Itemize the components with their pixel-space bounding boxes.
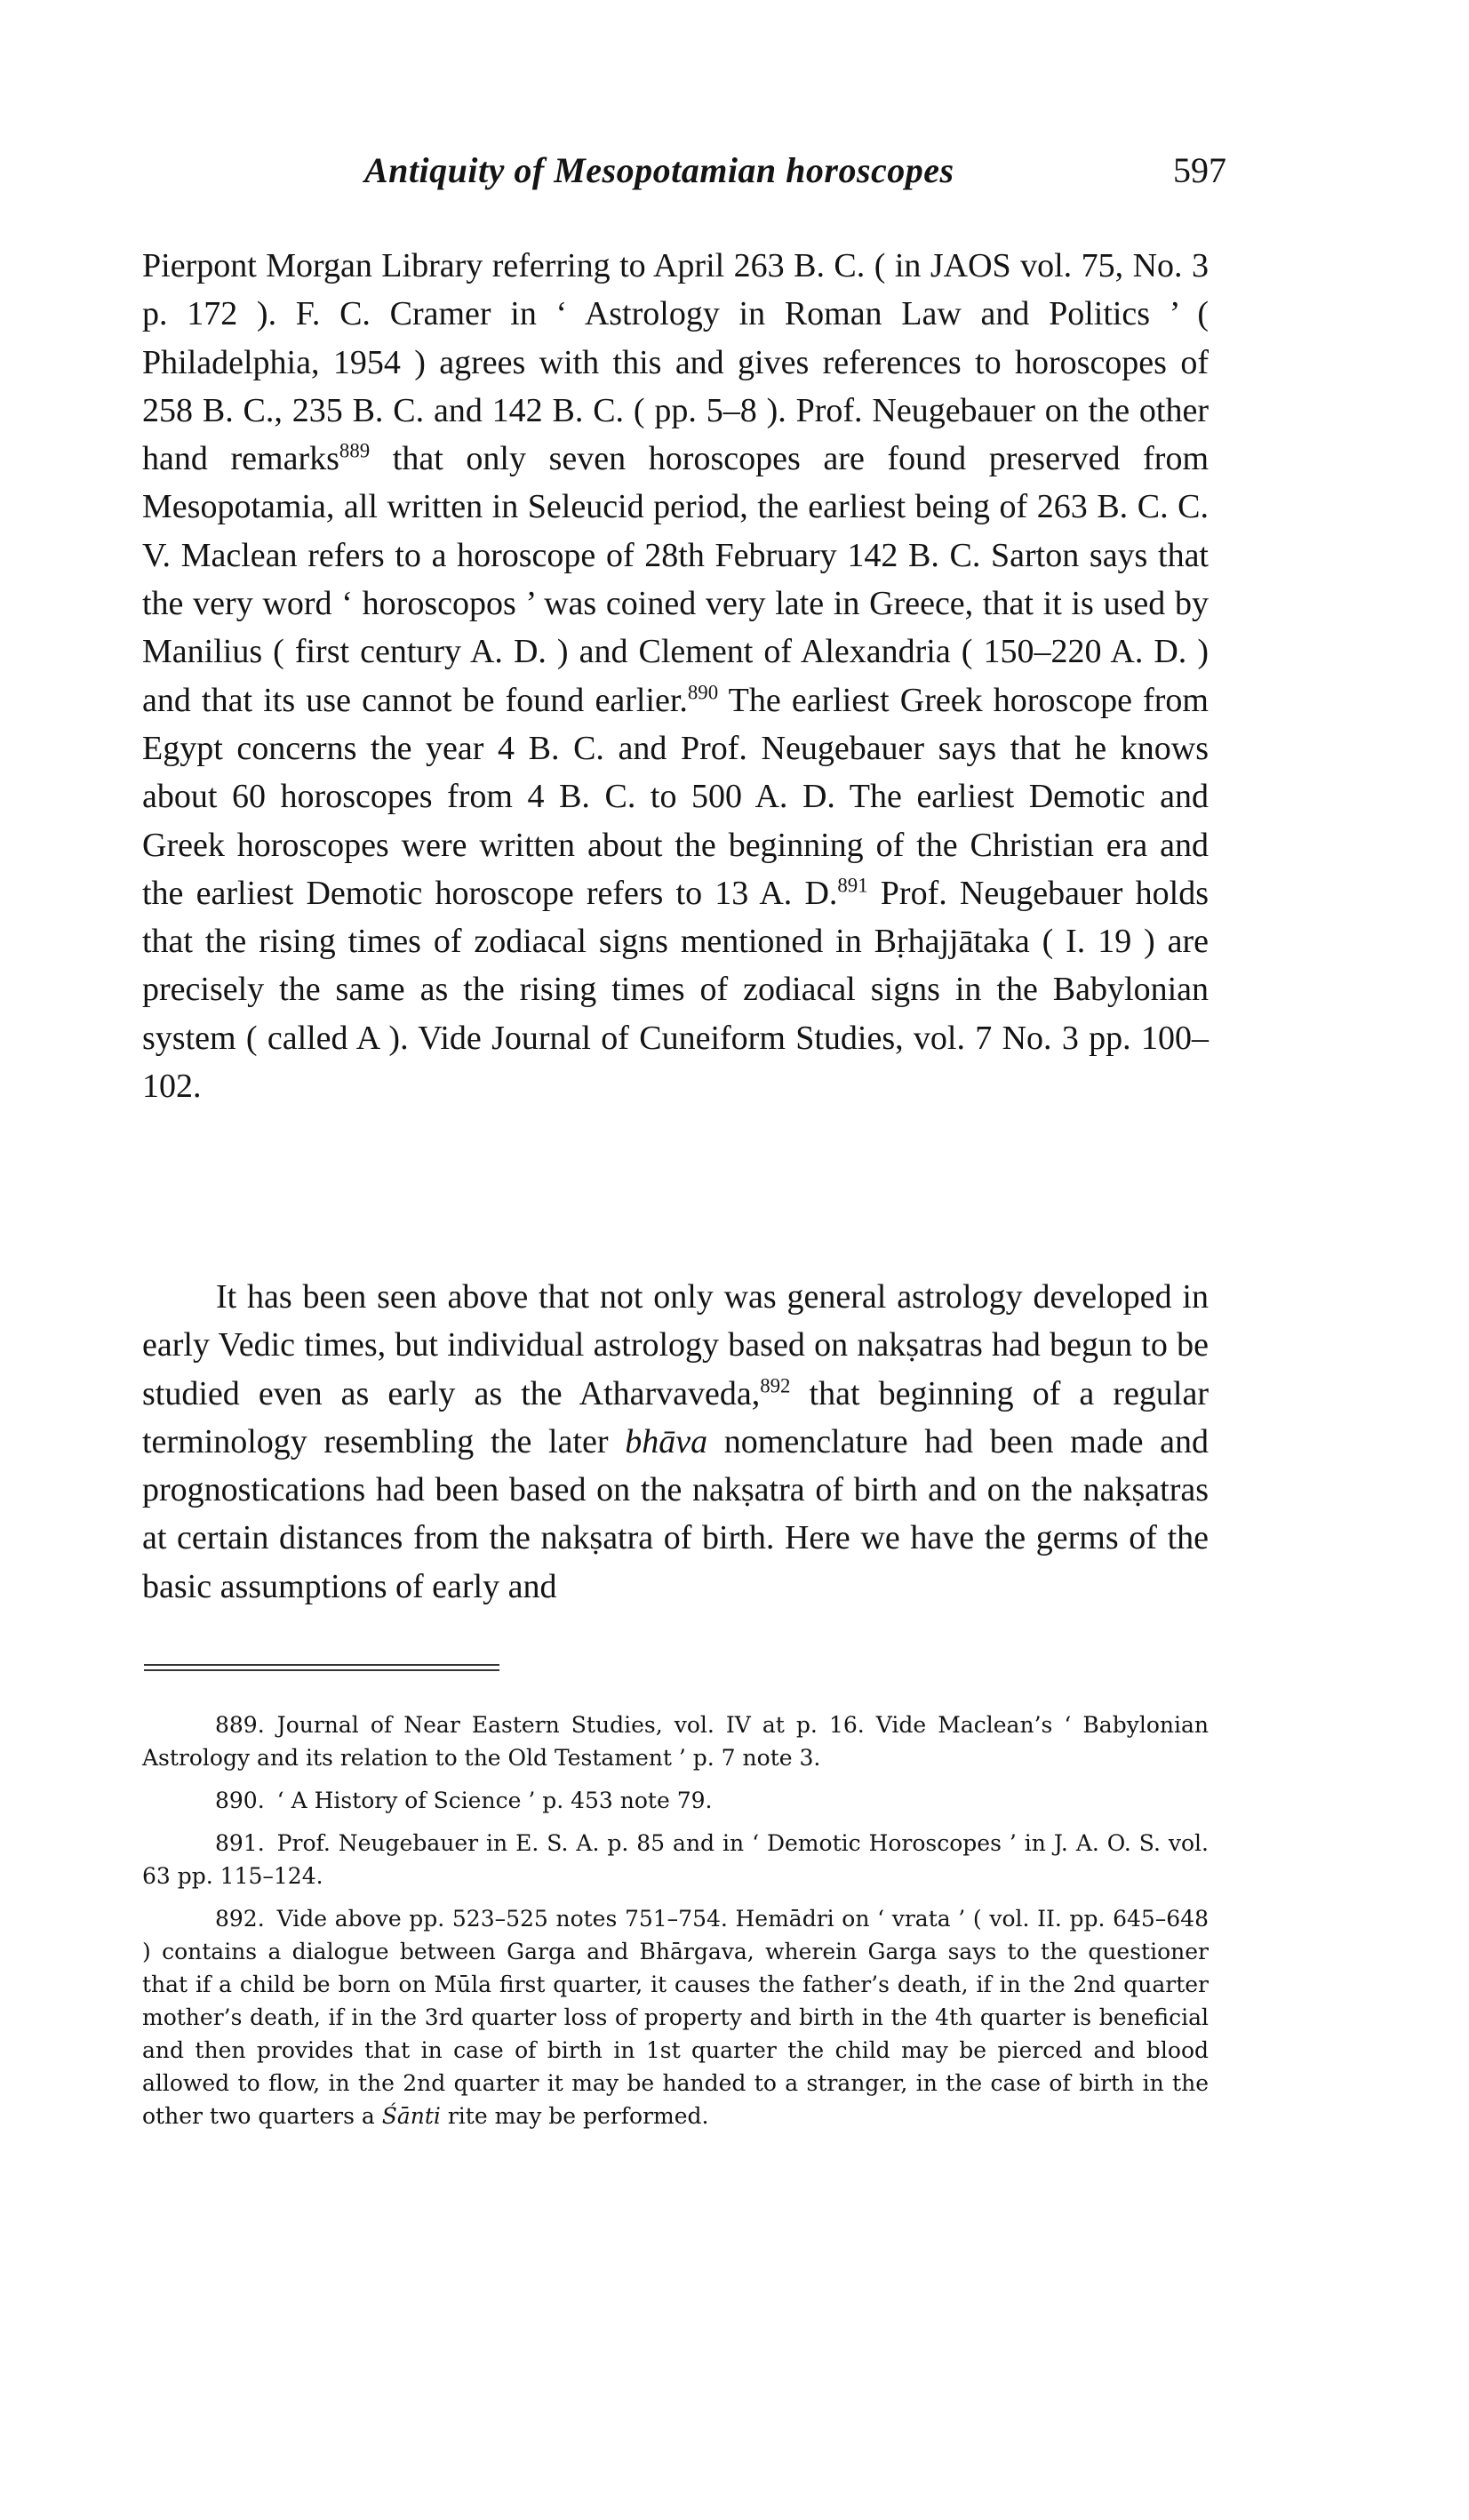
- footnote-889: [142, 1708, 1209, 1774]
- footnote-separator-second: [144, 1669, 499, 1671]
- running-header: [142, 149, 1226, 203]
- paragraph-2: [142, 1273, 1209, 1611]
- footnote-number: 891.: [215, 1830, 265, 1856]
- footnote-ref-889: 889: [339, 439, 371, 462]
- main-text: [142, 242, 1209, 1110]
- footnote-text: ‘ A History of Science ’ p. 453 note 79.: [276, 1788, 713, 1813]
- santi-term: Śānti: [381, 2103, 441, 2129]
- running-title: Antiquity of Mesopotamian horoscopes: [364, 150, 954, 190]
- paragraph-2-part-c: nomenclature had been made and prognostications had been based on the nakṣatra of birth and on the nakṣatras at certain distances from the nakṣatra of birth. Here we have the germs of the basic assumptions of early and: [142, 1422, 1209, 1605]
- footnote-text: Vide above pp. 523–525 notes 751–754. Hemādri on ‘ vrata ’ ( vol. II. pp. 645–648 ) contains a dialogue between Garga and Bhārgava, wherein Garga says to the questioner that if a child be born on Mūla first quarter, it causes the father’s death, if in the 2nd quarter mother’s death, if in the 3rd quarter loss of property and birth in the 4th quarter is beneficial and then provides that in case of birth in 1st quarter the child may be pierced and blood allowed to flow, in the 2nd quarter it may be handed to a stranger, in the case of birth in the other two quarters a: [142, 1906, 1209, 2129]
- footnotes: [142, 1708, 1209, 2142]
- main-text-continued: [142, 1273, 1209, 1611]
- paragraph-1: [142, 242, 1209, 1110]
- footnote-number: 889.: [215, 1712, 265, 1738]
- footnote-892: [142, 1902, 1209, 2132]
- paragraph-1-part-c: The earliest Greek horoscope from Egypt concerns the year 4 B. C. and Prof. Neugebauer says that he knows about 60 horoscopes from 4 B. C. to 500 A. D. The earliest Demotic and Greek horoscopes were written about the beginning of the Christian era and the earliest Demotic horoscope refers to 13 A. D.: [142, 681, 1209, 912]
- paragraph-1-part-b: that only seven horoscopes are found preserved from Mesopotamia, all written in Seleucid period, the earliest being of 263 B. C. C. V. Maclean refers to a horoscope of 28th February 142 B. C. Sarton says that the very word ‘ horoscopos ’ was coined very late in Greece, that it is used by Manilius ( first century A. D. ) and Clement of Alexandria ( 150–220 A. D. ) and that its use cannot be found earlier.: [142, 440, 1209, 719]
- footnote-separator: [144, 1664, 499, 1666]
- footnote-891: [142, 1827, 1209, 1892]
- footnote-text-end: rite may be performed.: [440, 2103, 709, 2129]
- footnote-text: Journal of Near Eastern Studies, vol. IV at p. 16. Vide Maclean’s ‘ Babylonian Astrology and its relation to the Old Testament ’ p. 7 note 3.: [142, 1712, 1209, 1771]
- page-number: 597: [1173, 150, 1226, 190]
- footnote-number: 890.: [215, 1788, 265, 1813]
- footnote-ref-890: 890: [687, 681, 719, 704]
- footnote-text: Prof. Neugebauer in E. S. A. p. 85 and in ‘ Demotic Horoscopes ’ in J. A. O. S. vol. 63 pp. 115–124.: [142, 1830, 1209, 1889]
- footnote-ref-891: 891: [837, 874, 868, 897]
- paragraph-1-part-d: Prof. Neugebauer holds that the rising times of zodiacal signs mentioned in Bṛhajjātaka ( I. 19 ) are precisely the same as the rising times of zodiacal signs in the Babylonian system ( called A ). Vide Journal of Cuneiform Studies, vol. 7 No. 3 pp. 100–102.: [142, 874, 1209, 1106]
- footnote-number: 892.: [215, 1906, 265, 1932]
- footnote-890: [142, 1784, 1209, 1817]
- footnote-ref-892: 892: [760, 1373, 791, 1396]
- paragraph-1-part-a: Pierpont Morgan Library referring to April 263 B. C. ( in JAOS vol. 75, No. 3 p. 172 ). F. C. Cramer in ‘ Astrology in Roman Law and Politics ’ ( Philadelphia, 1954 ) agrees with this and gives references to horoscopes of 258 B. C., 235 B. C. and 142 B. C. ( pp. 5–8 ). Prof. Neugebauer on the other hand remarks: [142, 247, 1209, 478]
- paragraph-2-part-b: that beginning of a regular terminology resembling the later: [142, 1374, 1209, 1460]
- bhava-term: bhāva: [625, 1422, 708, 1460]
- paragraph-2-part-a: It has been seen above that not only was general astrology developed in early Vedic times, but individual astrology based on nakṣatras had begun to be studied even as early as the Atharvaveda,: [142, 1278, 1209, 1412]
